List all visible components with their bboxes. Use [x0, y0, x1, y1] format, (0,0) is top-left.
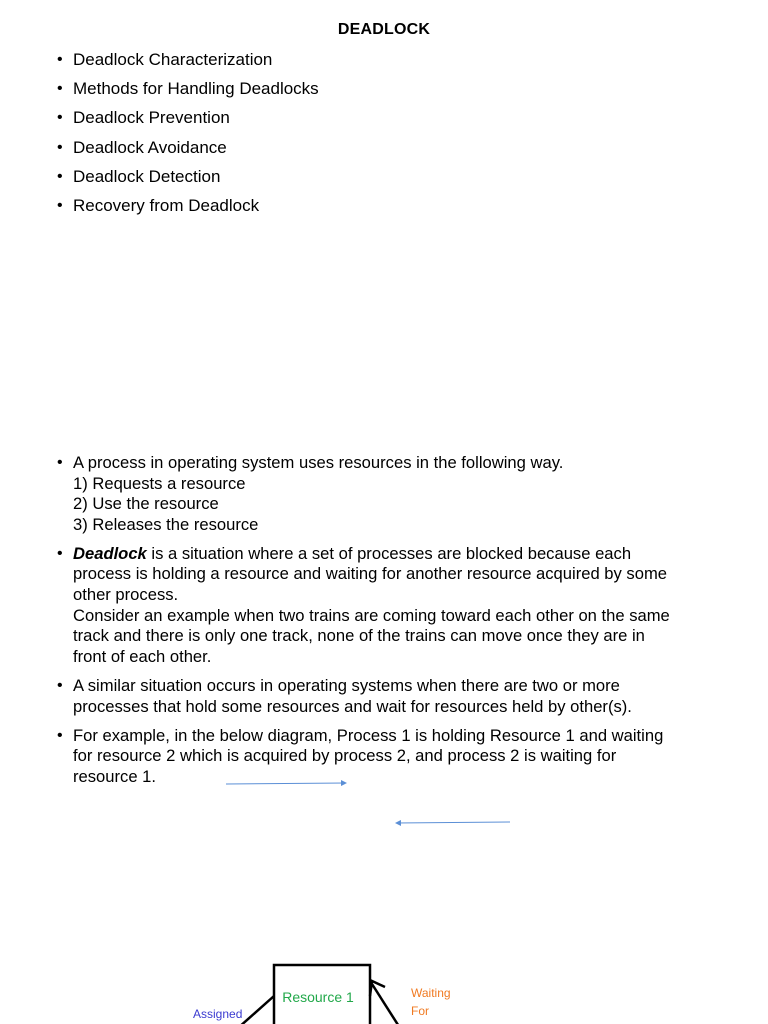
- topic-item: • Recovery from Deadlock: [57, 194, 319, 223]
- bullet-os-situation: [57, 676, 717, 717]
- example-line: track and there is only one track, none of the trains can move once they are in: [73, 626, 645, 646]
- resource-usage-intro: • A process in operating system uses resources in the following way.: [73, 453, 564, 472]
- topic-item: • Deadlock Detection: [57, 165, 319, 194]
- step-item: 2) Use the resource: [73, 494, 219, 514]
- topic-item: • Deadlock Avoidance: [57, 136, 319, 165]
- topic-item: • Deadlock Characterization: [57, 48, 319, 77]
- os-situation-line: • A similar situation occurs in operating systems when there are two or more: [73, 675, 620, 695]
- waiting-edge: [372, 984, 400, 1024]
- topic-list: [57, 48, 319, 223]
- assigned-edge: [238, 996, 274, 1024]
- step-item: 1) Requests a resource: [73, 473, 246, 493]
- example-text-line: • For example, in the below diagram, Process 1 is holding Resource 1 and waiting: [73, 725, 664, 745]
- deadlock-diagram: [0, 760, 768, 1024]
- topic-item: • Methods for Handling Deadlocks: [57, 77, 319, 106]
- waiting-label-1: Waiting: [411, 986, 451, 1000]
- example-line: front of each other.: [73, 646, 212, 666]
- example-text-line: for resource 2 which is acquired by process 2, and process 2 is waiting for: [73, 746, 617, 766]
- page-title: DEADLOCK: [337, 21, 431, 38]
- os-situation-line: processes that hold some resources and wait for resources held by other(s).: [73, 696, 632, 716]
- example-text-line: resource 1.: [73, 766, 157, 786]
- definition-line: process is holding a resource and waiting for another resource acquired by some: [73, 564, 668, 584]
- definition-text: is a situation where a set of processes are blocked because each: [146, 543, 632, 563]
- resource-label: Resource 1: [282, 989, 354, 1005]
- bullet-deadlock-definition: [57, 544, 717, 668]
- example-line: Consider an example when two trains are coming toward each other on the same: [73, 605, 670, 625]
- waiting-label-2: For: [411, 1004, 429, 1018]
- definition-line: [73, 544, 717, 565]
- arrow-right: [226, 783, 346, 784]
- arrow-left: [396, 822, 510, 823]
- bullet-resource-usage: [57, 453, 717, 535]
- deadlock-term: Deadlock: [73, 543, 147, 563]
- body-list: [57, 453, 717, 796]
- topic-item: • Deadlock Prevention: [57, 106, 319, 135]
- step-item: 3) Releases the resource: [73, 514, 259, 534]
- assigned-label: Assigned: [193, 1007, 243, 1021]
- definition-line: other process.: [73, 585, 179, 605]
